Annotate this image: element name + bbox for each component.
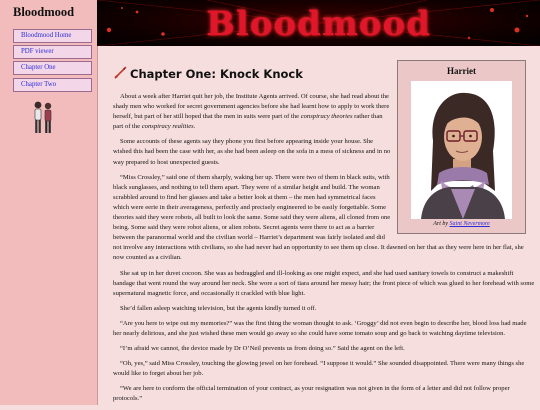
portrait-illustration — [411, 81, 512, 219]
character-portrait — [411, 81, 512, 219]
sidebar — [0, 0, 98, 405]
text-run: “Are you here to wipe out my memories?” was the first thing the woman thought to ask. ‘Groggy’ did not even begin to describe her, blood loss had made her nearly delirious, and she just wished these men would go away so she could have some tomato soup and go back to watching daytime television. — [113, 319, 527, 337]
nav-item-pdf-viewer[interactable]: PDF viewer — [13, 45, 92, 59]
chapter-paragraph — [113, 359, 536, 379]
standing-figures-icon — [29, 99, 57, 137]
text-run: rather than part of the — [113, 113, 383, 131]
character-card — [397, 60, 526, 234]
character-name: Harriet — [447, 66, 476, 76]
chapter-paragraph — [113, 269, 536, 299]
chapter-title: Chapter One: Knock Knock — [130, 67, 303, 81]
nav-item-chapter-one[interactable]: Chapter One — [13, 61, 92, 75]
artist-link[interactable]: Saint Nevermore — [449, 221, 490, 227]
text-run: “We are here to conform the official termination of your contract, as your resignation was not given in the form of a letter and did not follow proper protocols.” — [113, 385, 510, 403]
text-run: She’d fallen asleep watching television, but the agents kindly turned it off. — [120, 304, 317, 312]
site-title: Bloodmood — [13, 5, 75, 19]
nav-item-chapter-two[interactable]: Chapter Two — [13, 78, 92, 92]
text-run: “Oh, yes,” said Miss Crossley, touching the glowing jewel on her forehead. “I suppose it would.” She sounded disappointed. There were many things she would like to forget about her job. — [113, 360, 525, 378]
banner-logo-text: Bloodmood — [206, 4, 431, 44]
nav-item-bloodmood-home[interactable]: Bloodmood Home — [13, 29, 92, 43]
text-run: About a week after Harriet quit her job, the Institute Agents arrived. Of course, she had read about the shady men who worked for secret government agencies before she had learnt how to apply to work there herself, but part of her still hoped that the men in suits were part of the — [113, 93, 390, 121]
pen-nib-icon — [114, 66, 127, 79]
chapter-paragraph — [113, 344, 536, 354]
text-run: . — [193, 123, 196, 131]
text-run: “I’m afraid we cannot, the device made by Dr O’Neil prevents us from doing so.” Said the agent on the left. — [120, 345, 405, 353]
text-run: Some accounts of these agents say they phone you first before appearing inside your house. She wished this had been the case with her, as she had been asleep on the sofa in a mess of sickness and in no way prepared to host unexpected guests. — [113, 138, 391, 166]
chapter-paragraph — [113, 319, 536, 339]
italic-phrase: conspiracy theories — [300, 113, 353, 121]
header-banner — [97, 0, 540, 46]
art-credit-prefix: Art by — [433, 221, 450, 227]
chapter-paragraph — [113, 384, 536, 404]
chapter-paragraph — [113, 304, 536, 314]
art-credit — [398, 221, 525, 227]
text-run: “Miss Crossley,” said one of them sharply, waking her up. There were two of them in black suits, with black sunglasses, and nothing to tell them apart. They were of a similar height and build. The woman scrabbled around to find her glasses and take a better look at them – the men had symmetrical faces which were eerie in their averageness, perfectly and precisely engineered to be easily forgettable. Some theories said they were robots, all built to look the same. Some said they were aliens, all cloned from one being. Some said they were robot aliens, or alien robots. Secret agents were there to act as a barrier between the paranormal world and the civilian world – Harriet’s department was fairly isolated and did not involve any interactions with civilians, so she had never had an opportunity to see them up close. It dawned on her that as they were here in her flat, she now counted as a civilian. — [113, 173, 524, 262]
text-run: She sat up in her duvet cocoon. She was as bedraggled and ill-looking as one might expect, and she had used sanitary towels to construct a makeshift bandage that went round the way around her neck. She wore a sort of tiara around her messy hair; the front piece of which was glued to her forehead with some supernatural magnetic force, and occasionally it crackled with blue light. — [113, 269, 535, 297]
italic-phrase: conspiracy realities — [141, 123, 194, 131]
